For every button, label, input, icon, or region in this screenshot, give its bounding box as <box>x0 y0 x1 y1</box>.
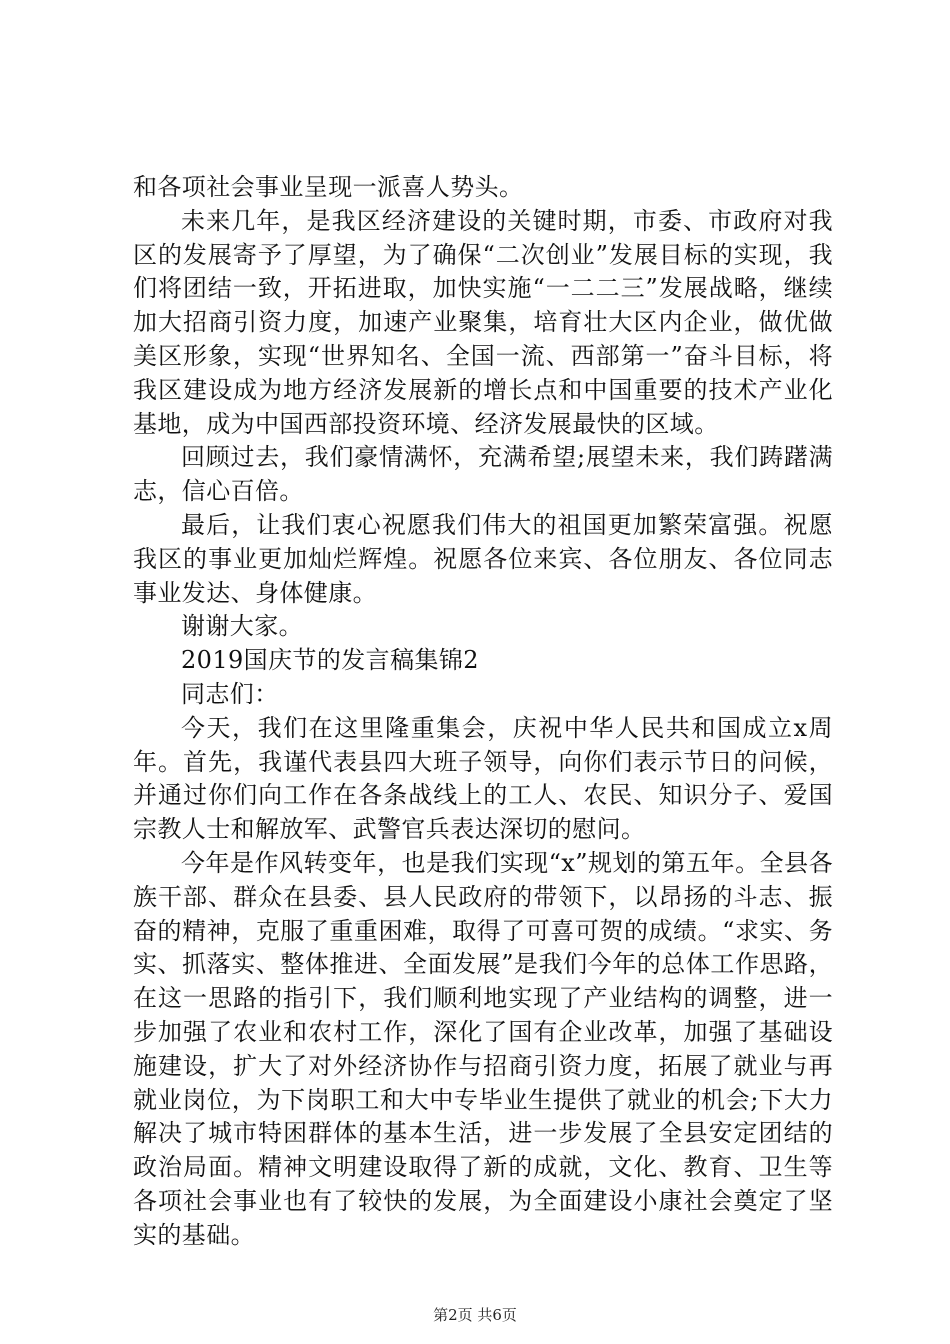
paragraph-2: 未来几年，是我区经济建设的关键时期，市委、市政府对我区的发展寄予了厚望，为了确保“二次创业”发展目标的实现，我们将团结一致，开拓进取，加快实施“一二二三”发展战略，继续加大招商引资力度，加速产业聚集，培育壮大区内企业，做优做美区形象，实现“世界知名、全国一流、西部第一”奋斗目标，将我区建设成为地方经济发展新的增长点和中国重要的技术产业化基地，成为中国西部投资环境、经济发展最快的区域。 <box>133 206 833 438</box>
paragraph-7: 今年是作风转变年，也是我们实现“x”规划的第五年。全县各族干部、群众在县委、县人民政府的带领下，以昂扬的斗志、振奋的精神，克服了重重困难，取得了可喜可贺的成绩。“求实、务实、抓落实、整体推进、全面发展”是我们今年的总体工作思路，在这一思路的指引下，我们顺利地实现了产业结构的调整，进一步加强了农业和农村工作，深化了国有企业改革，加强了基础设施建设，扩大了对外经济协作与招商引资力度，拓展了就业与再就业岗位，为下岗职工和大中专毕业生提供了就业的机会;下大力解决了城市特困群体的基本生活，进一步发展了全县安定团结的政治局面。精神文明建设取得了新的成就，文化、教育、卫生等各项社会事业也有了较快的发展，为全面建设小康社会奠定了坚实的基础。 <box>133 848 833 1249</box>
paragraph-5: 谢谢大家。 <box>181 612 303 641</box>
paragraph-3: 回顾过去，我们豪情满怀，充满希望;展望未来，我们踌躇满志，信心百倍。 <box>133 443 833 506</box>
page-footer: 第2页 共6页 <box>433 1306 517 1324</box>
salutation: 同志们： <box>181 679 279 708</box>
paragraph-6: 今天，我们在这里隆重集会，庆祝中华人民共和国成立x周年。首先，我谨代表县四大班子领导，向你们表示节日的问候，并通过你们向工作在各条战线上的工人、农民、知识分子、爱国宗教人士和解放军、武警官兵表达深切的慰问。 <box>133 713 833 844</box>
section-heading: 2019国庆节的发言稿集锦2 <box>181 646 479 675</box>
paragraph-1: 和各项社会事业呈现一派喜人势头。 <box>133 173 524 201</box>
document-body <box>133 171 833 1253</box>
paragraph-4: 最后，让我们衷心祝愿我们伟大的祖国更加繁荣富强。祝愿我区的事业更加灿烂辉煌。祝愿各位来宾、各位朋友、各位同志事业发达、身体健康。 <box>133 510 833 607</box>
